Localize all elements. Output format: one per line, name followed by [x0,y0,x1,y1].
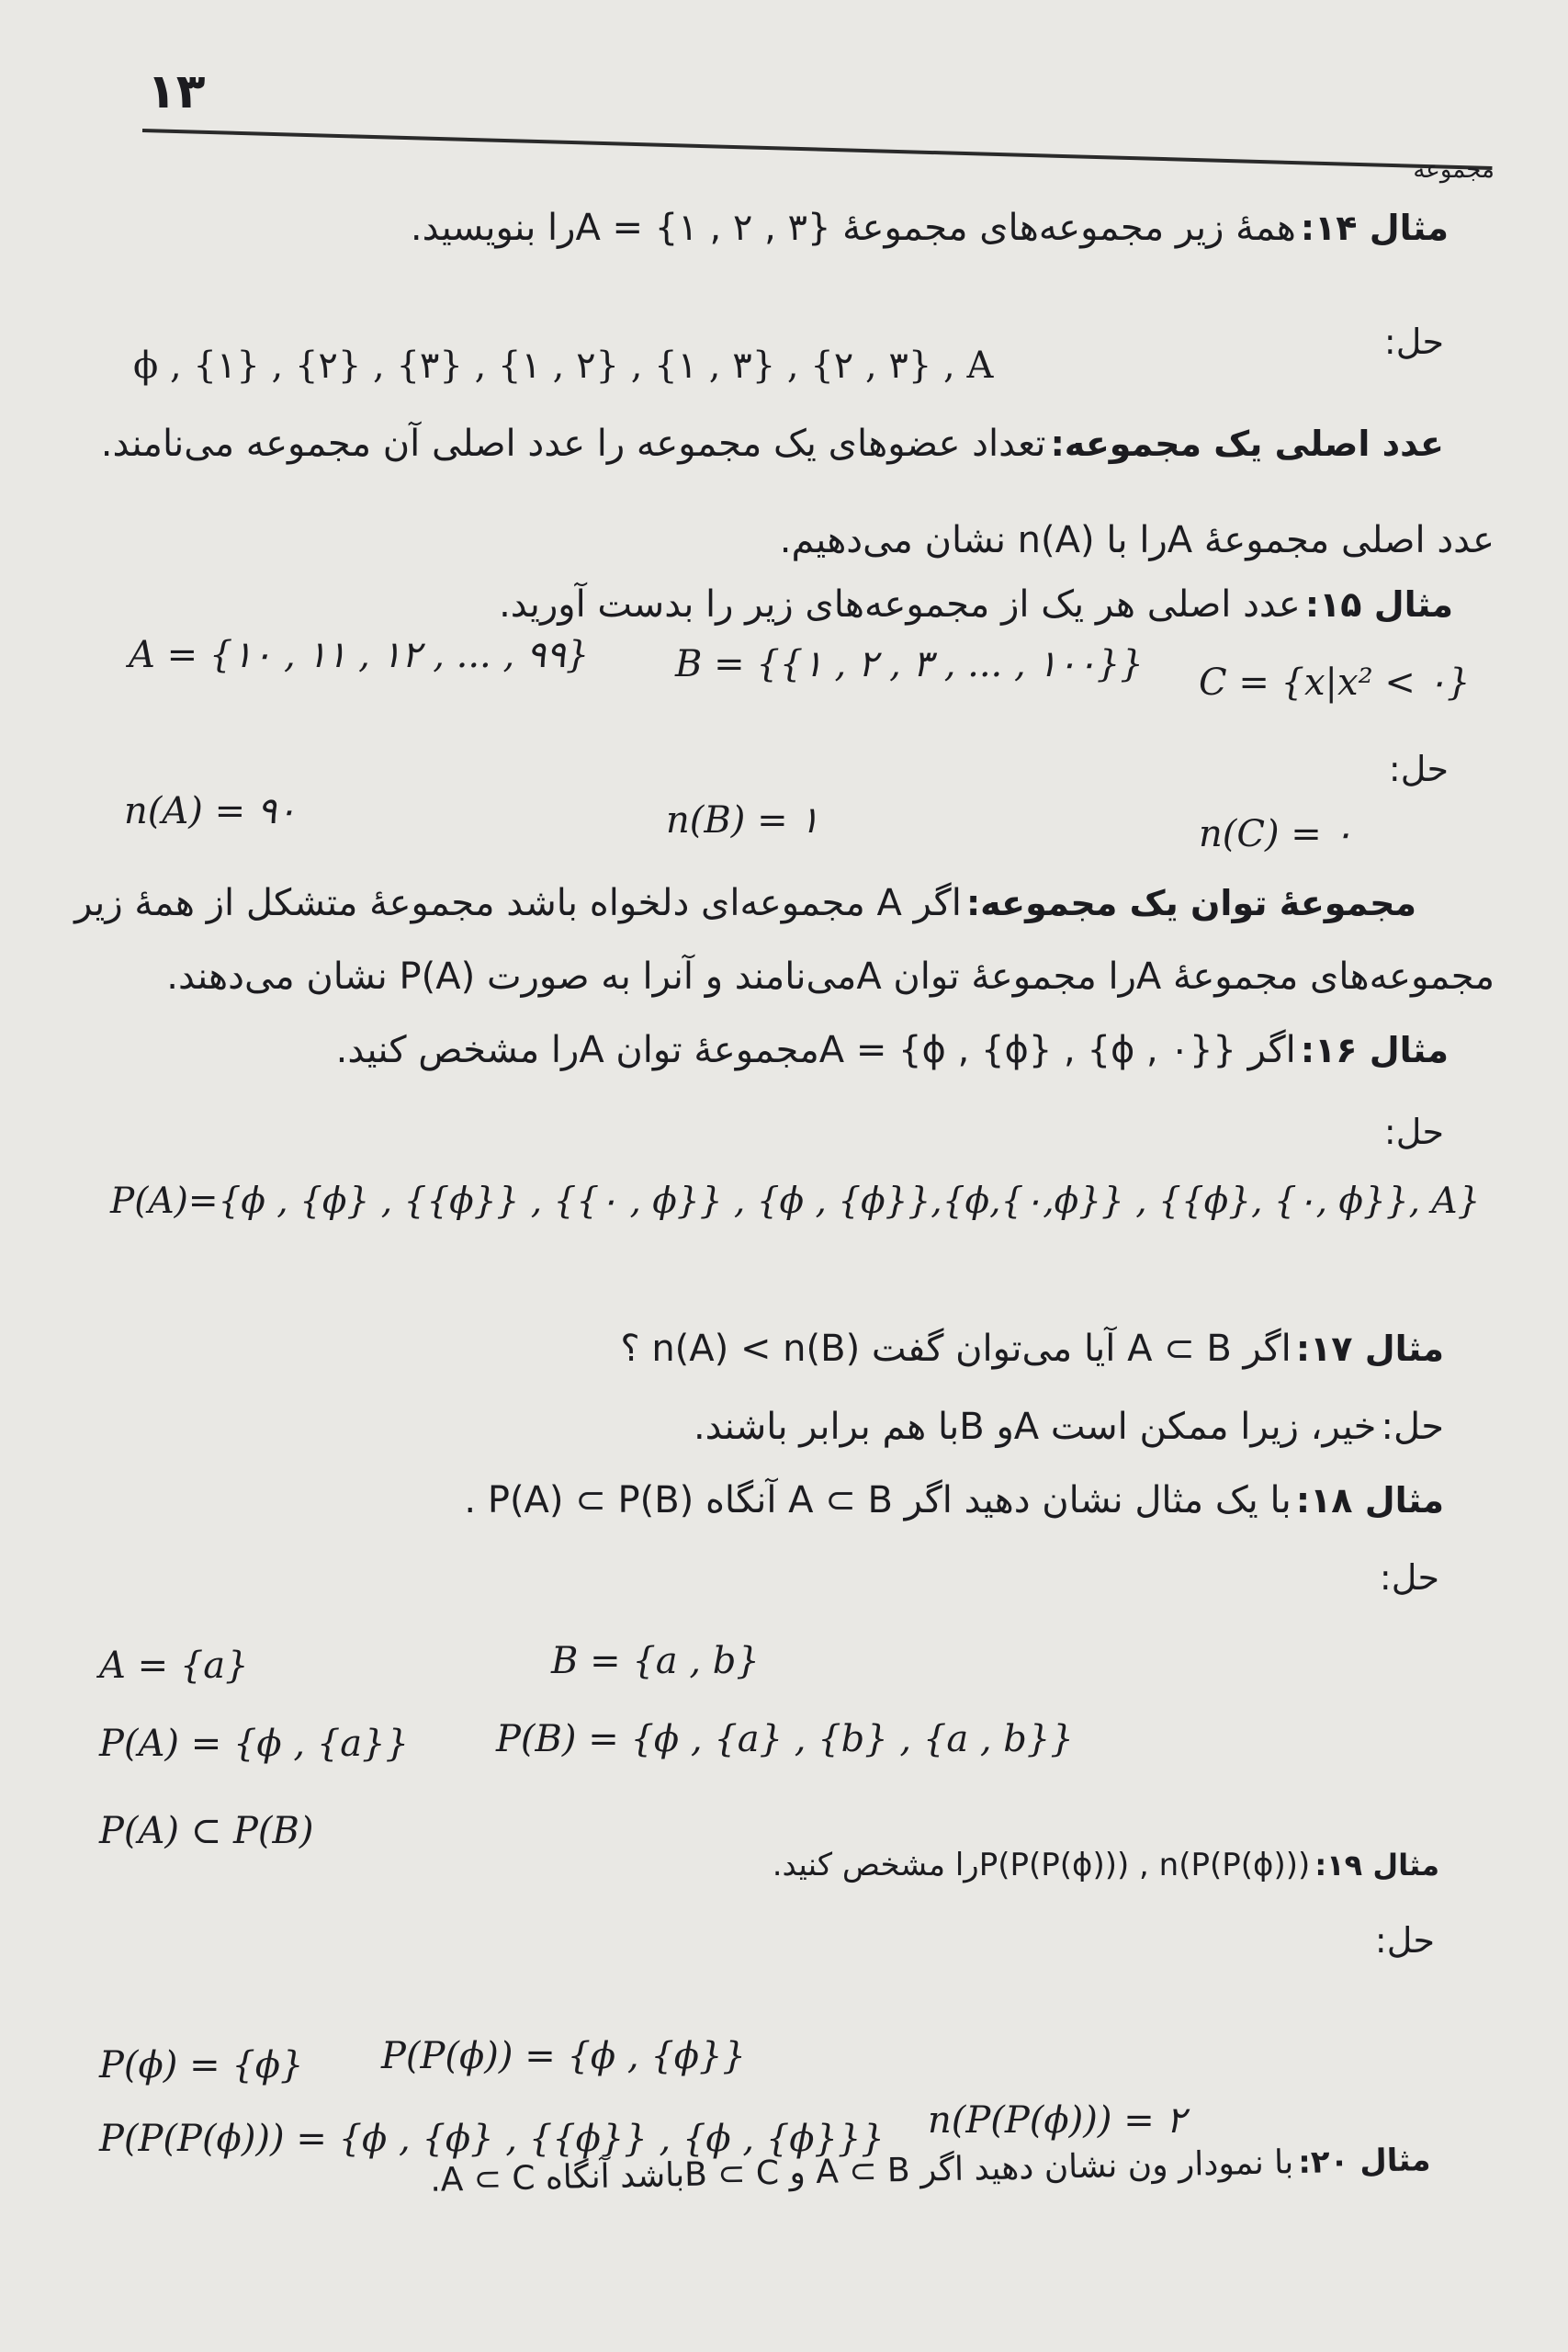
power-set-definition [74,882,1416,924]
example-19-label: مثال ۱۹: [1314,1848,1439,1883]
example-15-set-b: B = {{۱ , ۲ , ۳ , ... , ۱۰۰}} [675,643,1144,685]
example-18-power-b: P(B) = {ϕ , {a} , {b} , {a , b}} [496,1718,1074,1760]
example-15-set-a: A = {۱۰ , ۱۱ , ۱۲ , ... , ۹۹} [129,634,590,676]
example-19-power-empty: P(ϕ) = {ϕ} [99,2044,304,2086]
example-16-question [336,1029,1449,1071]
example-16-text: اگر {{ϕ , ۰} , {ϕ} , A = {ϕمجموعهٔ توان Aرا مشخص کنید. [335,1029,1296,1071]
example-17-solution-label: حل: [1381,1406,1444,1448]
example-20-label: مثال ۲۰: [1297,2142,1431,2182]
example-19-question [773,1847,1439,1883]
example-18-text: با یک مثال نشان دهید اگر A ⊂ B آنگاه P(A) ⊂ P(B) . [464,1479,1292,1521]
example-18-question [464,1479,1444,1521]
power-set-term: مجموعهٔ توان یک مجموعه: [965,883,1416,923]
example-14-text: همهٔ زیر مجموعه‌های مجموعهٔ {۳ , ۲ , ۱} = Aرا بنویسید. [410,207,1296,249]
example-19-triple-power: P(P(P(ϕ))) = {ϕ , {ϕ} , {{ϕ}} , {ϕ , {ϕ}}} [99,2118,885,2160]
example-15-question [499,583,1453,626]
example-18-solution-label: حل: [1379,1557,1439,1598]
example-17-answer: خیر، زیرا ممکن است Aو Bبا هم برابر باشند. [693,1406,1377,1448]
example-14-answer: ϕ , {۱} , {۲} , {۳} , {۱ , ۲} , {۱ , ۳} , {۲ , ۳} , A [133,345,994,387]
example-17-text: اگر A ⊂ B آیا می‌توان گفت n(A) < n(B) ؟ [620,1328,1292,1370]
example-14-solution-label: حل: [1383,322,1444,362]
example-18-conclusion: P(A) ⊂ P(B) [99,1810,314,1852]
example-18-power-a: P(A) = {ϕ , {a}} [99,1723,410,1765]
example-19-power-power-empty: P(P(ϕ)) = {ϕ , {ϕ}} [381,2035,746,2077]
power-set-line-1: اگر A مجموعه‌ای دلخواه باشد مجموعهٔ متشکل از همهٔ زیر [74,882,962,924]
example-17-solution [694,1406,1444,1448]
example-19-solution-label: حل: [1374,1920,1435,1961]
power-set-line-2: مجموعه‌های مجموعهٔ Aرا مجموعهٔ توان Aمی‌نامند و آنرا به صورت P(A) نشان می‌دهند. [166,956,1495,998]
example-14-label: مثال ۱۴: [1300,208,1449,248]
example-20-text: با نمودار ون نشان دهید اگر A ⊂ B و B ⊂ Cباشد آنگاه A ⊂ C. [429,2143,1294,2199]
example-16-solution-label: حل: [1383,1112,1444,1152]
example-17-label: مثال ۱۷: [1295,1329,1444,1369]
example-15-nb: n(B) = ۱ [666,799,819,842]
cardinality-definition [101,423,1444,465]
example-15-solution-label: حل: [1388,749,1449,789]
example-16-answer: P(A)={ϕ , {ϕ} , {{ϕ}} , {{۰ , ϕ}} , {ϕ , {ϕ}},{ϕ,{۰,ϕ}} , {{ϕ}, {۰, ϕ}}, A} [110,1181,1481,1222]
example-16-label: مثال ۱۶: [1300,1030,1449,1070]
example-15-set-c: C = {x|x² < ۰} [1199,662,1471,704]
example-14-question [411,207,1449,249]
cardinality-term: عدد اصلی یک مجموعه: [1050,424,1444,464]
example-18-set-b: B = {a , b} [551,1640,760,1682]
page-number: ۱۳ [147,64,206,119]
example-15-nc: n(C) = ۰ [1199,813,1354,855]
cardinality-text: تعداد عضوهای یک مجموعه را عدد اصلی آن مجموعه می‌نامند. [100,423,1046,465]
example-15-na: n(A) = ۹۰ [124,790,297,832]
cardinality-notation: عدد اصلی مجموعهٔ Aرا با n(A) نشان می‌دهیم. [779,519,1495,561]
example-19-cardinality: n(P(P(ϕ))) = ۲ [928,2099,1186,2142]
header-rule [142,129,1493,170]
example-19-text: P(P(P(ϕ))) , n(P(P(ϕ)))را مشخص کنید. [772,1847,1311,1883]
example-15-label: مثال ۱۵: [1304,584,1453,625]
example-18-set-a: A = {a} [99,1645,249,1687]
example-17-question [620,1328,1444,1370]
example-15-text: عدد اصلی هر یک از مجموعه‌های زیر را بدست آورید. [499,583,1301,626]
example-18-label: مثال ۱۸: [1295,1480,1444,1521]
running-head: مجموعه [1413,156,1495,184]
